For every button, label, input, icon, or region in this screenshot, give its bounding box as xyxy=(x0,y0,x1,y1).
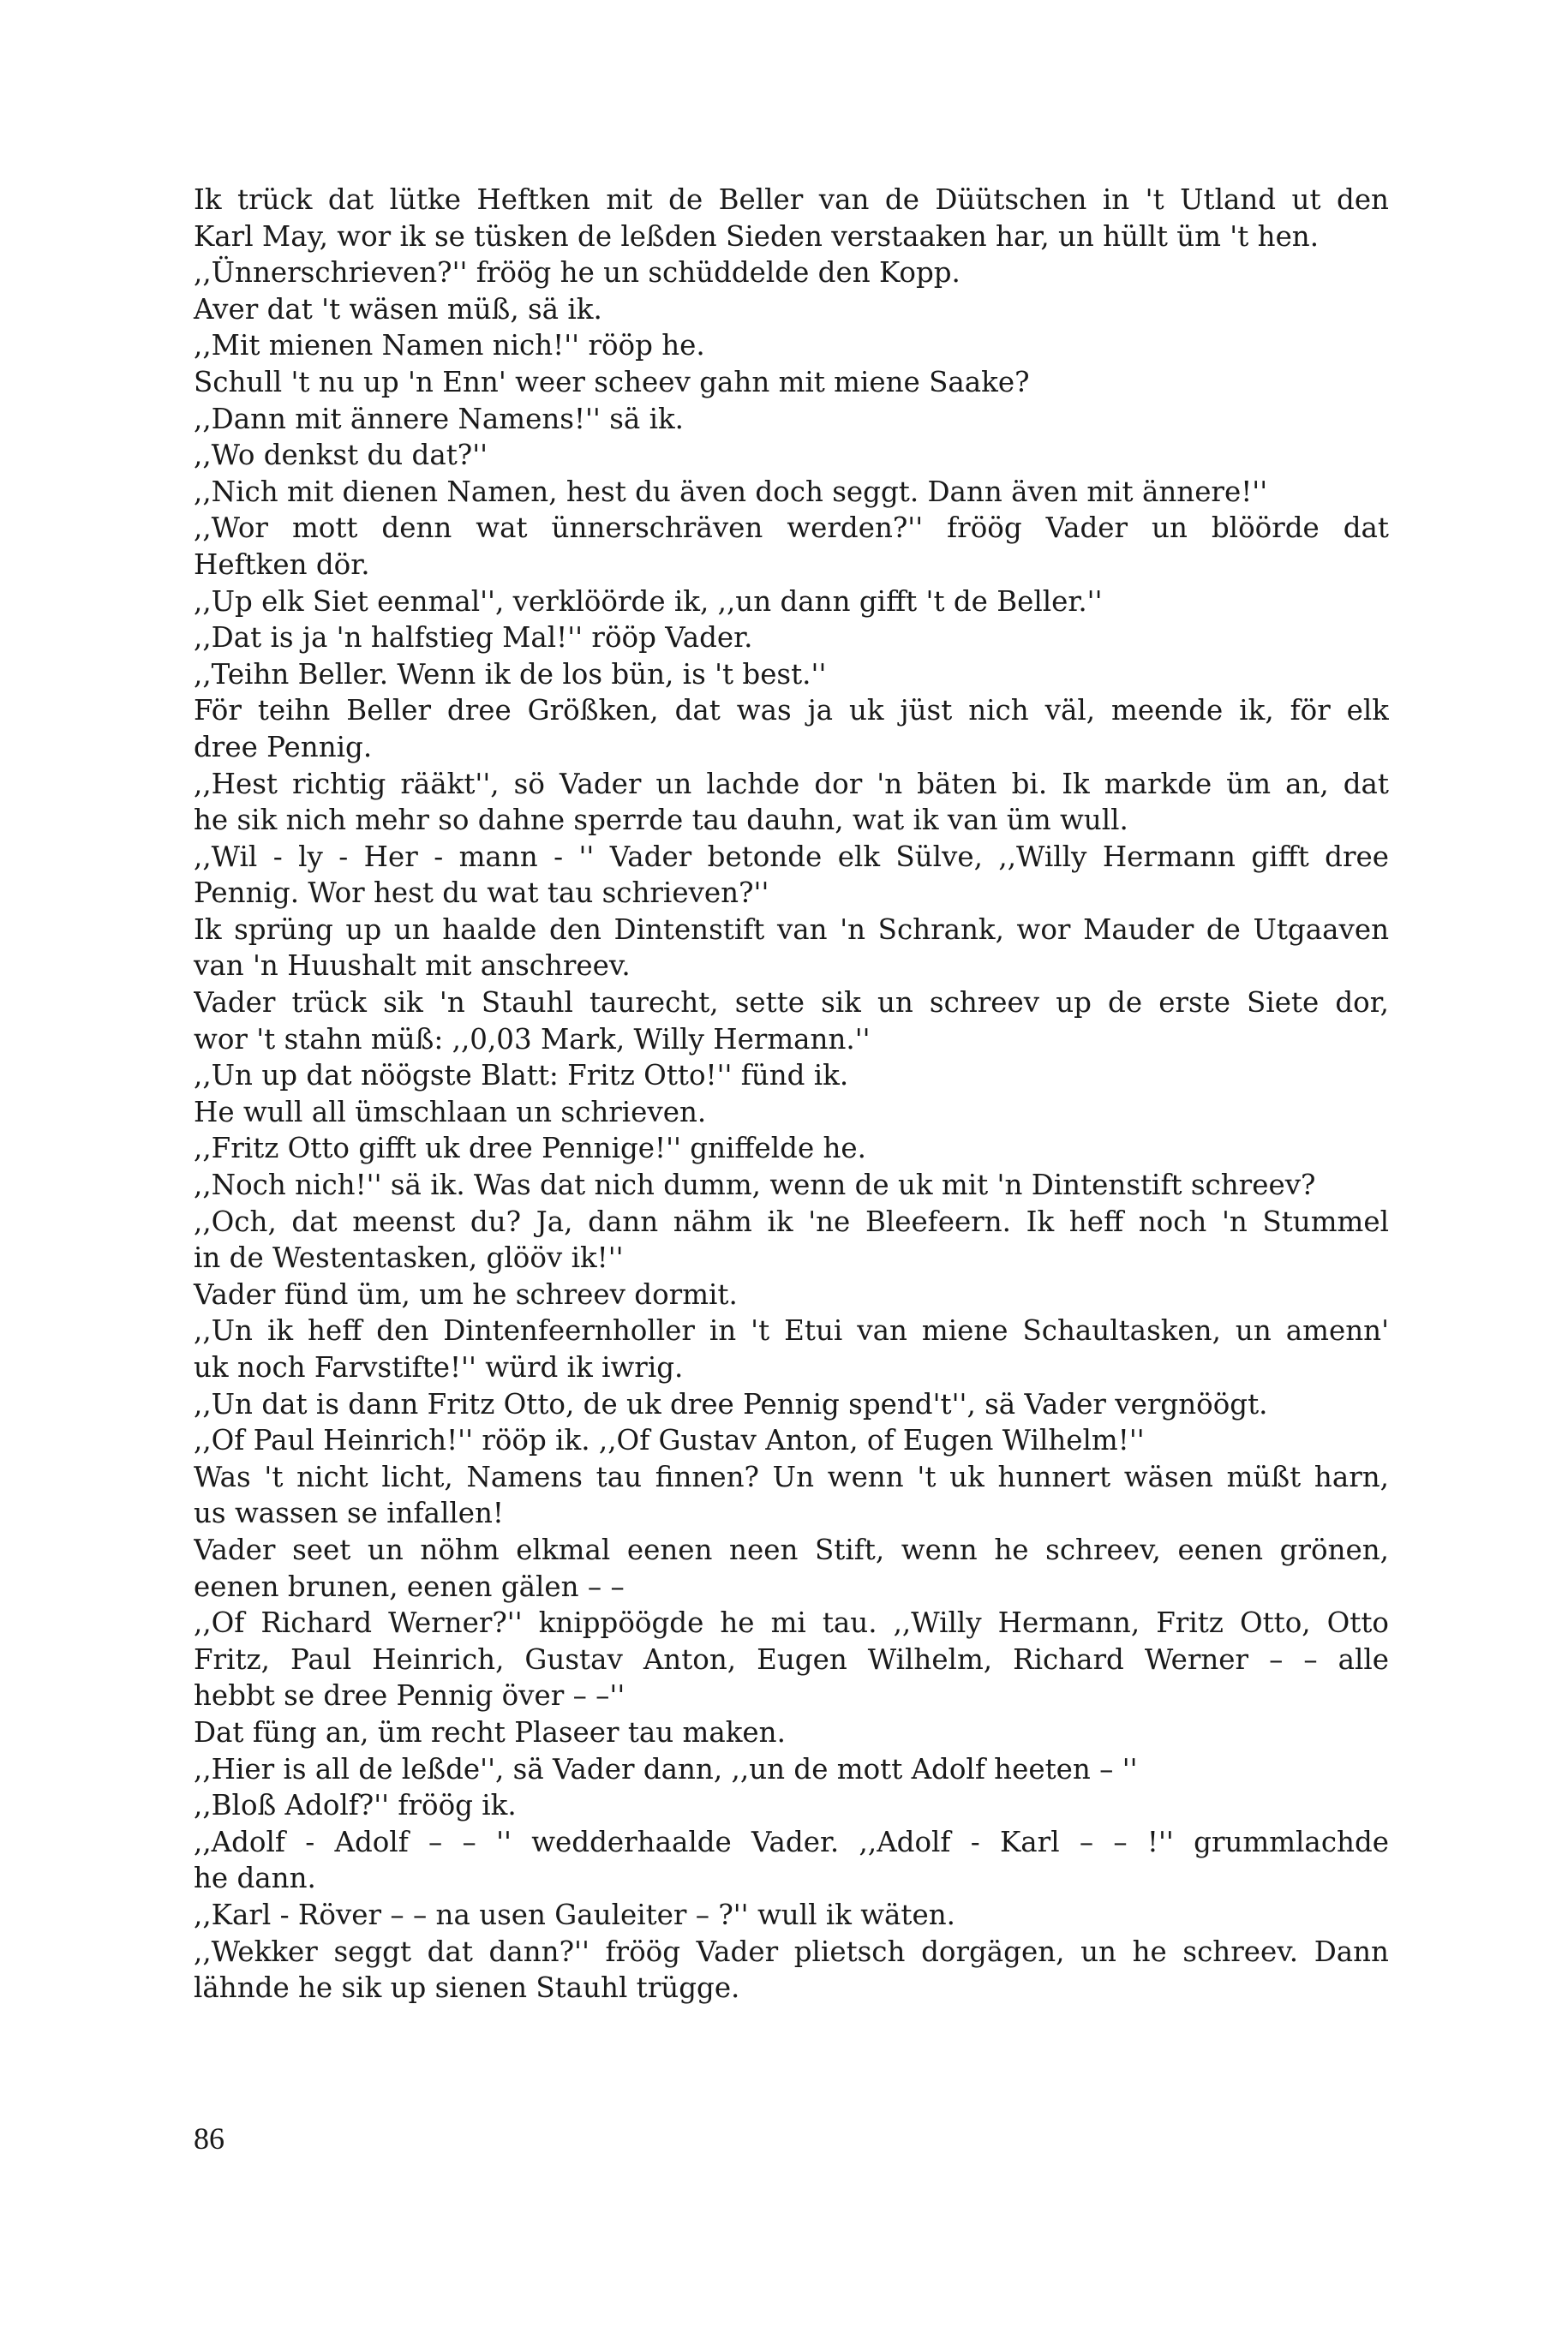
text-line: ,,Un dat is dann Fritz Otto, de uk dree Pennig spend't'', sä Vader vergnöögt. xyxy=(194,1387,1268,1421)
text-line: ,,Wil - ly - Her - mann - '' Vader betonde elk Sülve, ,,Willy Hermann gifft dree xyxy=(194,840,1389,873)
text-line: Fritz, Paul Heinrich, Gustav Anton, Eugen Wilhelm, Richard Werner – – alle xyxy=(194,1642,1389,1676)
text-line: ,,Dat is ja 'n halfstieg Mal!'' rööp Vader. xyxy=(194,621,753,655)
paragraph xyxy=(194,984,1389,1057)
text-line: Was 't nicht licht, Namens tau finnen? Un wenn 't uk hunnert wäsen müßt harn, xyxy=(194,1460,1389,1493)
paragraph xyxy=(194,401,1389,438)
text-line: in de Westentasken, glööv ik!'' xyxy=(194,1241,624,1275)
paragraph xyxy=(194,912,1389,984)
text-line: Karl May, wor ik se tüsken de leßden Sieden verstaaken har, un hüllt üm 't hen. xyxy=(194,219,1320,253)
paragraph xyxy=(194,1422,1389,1459)
paragraph xyxy=(194,254,1389,291)
text-line: ,,Wor mott denn wat ünnerschräven werden?'' fröög Vader un blöörde dat xyxy=(194,511,1389,545)
paragraph xyxy=(194,1094,1389,1131)
paragraph xyxy=(194,182,1389,254)
text-line: he dann. xyxy=(194,1862,316,1895)
paragraph xyxy=(194,1386,1389,1423)
paragraph xyxy=(194,1824,1389,1897)
paragraph xyxy=(194,1532,1389,1605)
paragraph xyxy=(194,510,1389,583)
text-line: ,,Un ik heff den Dintenfeernholler in 't Etui van miene Schaultasken, un amenn' xyxy=(194,1314,1389,1348)
text-line: Ik trück dat lütke Heftken mit de Beller van de Düütschen in 't Utland ut den xyxy=(194,183,1389,216)
paragraph xyxy=(194,692,1389,765)
paragraph xyxy=(194,474,1389,511)
paragraph xyxy=(194,656,1389,693)
text-line: ,,Adolf - Adolf – – '' wedderhaalde Vader. ,,Adolf - Karl – – !'' grummlachde xyxy=(194,1825,1389,1858)
text-line: He wull all ümschlaan un schrieven. xyxy=(194,1095,707,1128)
paragraph xyxy=(194,1167,1389,1204)
text-line: Ik sprüng up un haalde den Dintenstift van 'n Schrank, wor Mauder de Utgaaven xyxy=(194,912,1389,946)
paragraph xyxy=(194,583,1389,620)
text-line: ,,Hest richtig rääkt'', sö Vader un lachde dor 'n bäten bi. Ik markde üm an, dat xyxy=(194,767,1389,800)
paragraph xyxy=(194,1313,1389,1385)
text-line: wor 't stahn müß: ,,0,03 Mark, Willy Hermann.'' xyxy=(194,1022,871,1056)
text-line: ,,Ünnerschrieven?'' fröög he un schüddelde den Kopp. xyxy=(194,256,961,290)
text-line: eenen brunen, eenen gälen – – xyxy=(194,1570,625,1603)
text-line: ,,Dann mit ännere Namens!'' sä ik. xyxy=(194,402,685,435)
text-line: ,,Hier is all de leßde'', sä Vader dann, ,,un de mott Adolf heeten – '' xyxy=(194,1752,1138,1786)
page-number: 86 xyxy=(194,2121,224,2156)
text-line: ,,Un up dat nöögste Blatt: Fritz Otto!'' fünd ik. xyxy=(194,1059,849,1092)
text-line: ,,Karl - Röver – – na usen Gauleiter – ?'' wull ik wäten. xyxy=(194,1898,955,1931)
paragraph xyxy=(194,327,1389,364)
text-line: ,,Fritz Otto gifft uk dree Pennige!'' gniffelde he. xyxy=(194,1132,866,1165)
paragraph xyxy=(194,1751,1389,1788)
text-line: lähnde he sik up sienen Stauhl trügge. xyxy=(194,1971,740,2005)
paragraph xyxy=(194,766,1389,839)
text-line: Aver dat 't wäsen müß, sä ik. xyxy=(194,292,602,326)
text-line: Schull 't nu up 'n Enn' weer scheev gahn mit miene Saake? xyxy=(194,365,1030,398)
text-line: us wassen se infallen! xyxy=(194,1497,504,1530)
text-line: van 'n Huushalt mit anschreev. xyxy=(194,949,631,983)
paragraph xyxy=(194,291,1389,328)
paragraph xyxy=(194,1714,1389,1751)
text-line: dree Pennig. xyxy=(194,730,373,763)
paragraph xyxy=(194,364,1389,401)
text-line: ,,Up elk Siet eenmal'', verklöörde ik, ,,un dann gifft 't de Beller.'' xyxy=(194,584,1103,618)
text-line: Vader trück sik 'n Stauhl taurecht, sette sik un schreev up de erste Siete dor, xyxy=(194,986,1389,1020)
text-line: ,,Of Richard Werner?'' knippöögde he mi tau. ,,Willy Hermann, Fritz Otto, Otto xyxy=(194,1606,1389,1640)
text-line: Heftken dör. xyxy=(194,547,370,581)
paragraph xyxy=(194,1787,1389,1824)
text-line: Pennig. Wor hest du wat tau schrieven?'' xyxy=(194,876,769,910)
text-line: ,,Bloß Adolf?'' fröög ik. xyxy=(194,1789,517,1822)
paragraph xyxy=(194,1897,1389,1934)
text-line: För teihn Beller dree Größken, dat was ja uk jüst nich väl, meende ik, för elk xyxy=(194,694,1389,727)
text-line: ,,Mit mienen Namen nich!'' rööp he. xyxy=(194,329,705,362)
text-line: hebbt se dree Pennig över – –'' xyxy=(194,1679,625,1713)
body-text xyxy=(194,182,1389,2007)
text-line: ,,Nich mit dienen Namen, hest du även doch seggt. Dann även mit ännere!'' xyxy=(194,475,1268,508)
paragraph xyxy=(194,1459,1389,1532)
text-line: Dat füng an, üm recht Plaseer tau maken. xyxy=(194,1715,786,1749)
text-line: ,,Teihn Beller. Wenn ik de los bün, is 't best.'' xyxy=(194,657,827,691)
paragraph xyxy=(194,839,1389,912)
paragraph xyxy=(194,1130,1389,1167)
paragraph xyxy=(194,1204,1389,1277)
text-line: ,,Wo denkst du dat?'' xyxy=(194,439,488,472)
text-line: ,,Wekker seggt dat dann?'' fröög Vader plietsch dorgägen, un he schreev. Dann xyxy=(194,1935,1389,1968)
text-line: uk noch Farvstifte!'' würd ik iwrig. xyxy=(194,1351,684,1384)
paragraph xyxy=(194,1277,1389,1313)
paragraph xyxy=(194,1934,1389,2007)
paragraph xyxy=(194,1057,1389,1094)
text-line: Vader fünd üm, um he schreev dormit. xyxy=(194,1277,738,1311)
text-line: he sik nich mehr so dahne sperrde tau dauhn, wat ik van üm wull. xyxy=(194,804,1128,837)
paragraph xyxy=(194,1605,1389,1714)
paragraph xyxy=(194,437,1389,474)
text-line: ,,Of Paul Heinrich!'' rööp ik. ,,Of Gustav Anton, of Eugen Wilhelm!'' xyxy=(194,1424,1145,1457)
text-line: Vader seet un nöhm elkmal eenen neen Stift, wenn he schreev, eenen grönen, xyxy=(194,1533,1389,1566)
paragraph xyxy=(194,619,1389,656)
text-line: ,,Noch nich!'' sä ik. Was dat nich dumm, wenn de uk mit 'n Dintenstift schreev? xyxy=(194,1169,1316,1202)
text-line: ,,Och, dat meenst du? Ja, dann nähm ik 'ne Bleefeern. Ik heff noch 'n Stummel xyxy=(194,1205,1389,1238)
